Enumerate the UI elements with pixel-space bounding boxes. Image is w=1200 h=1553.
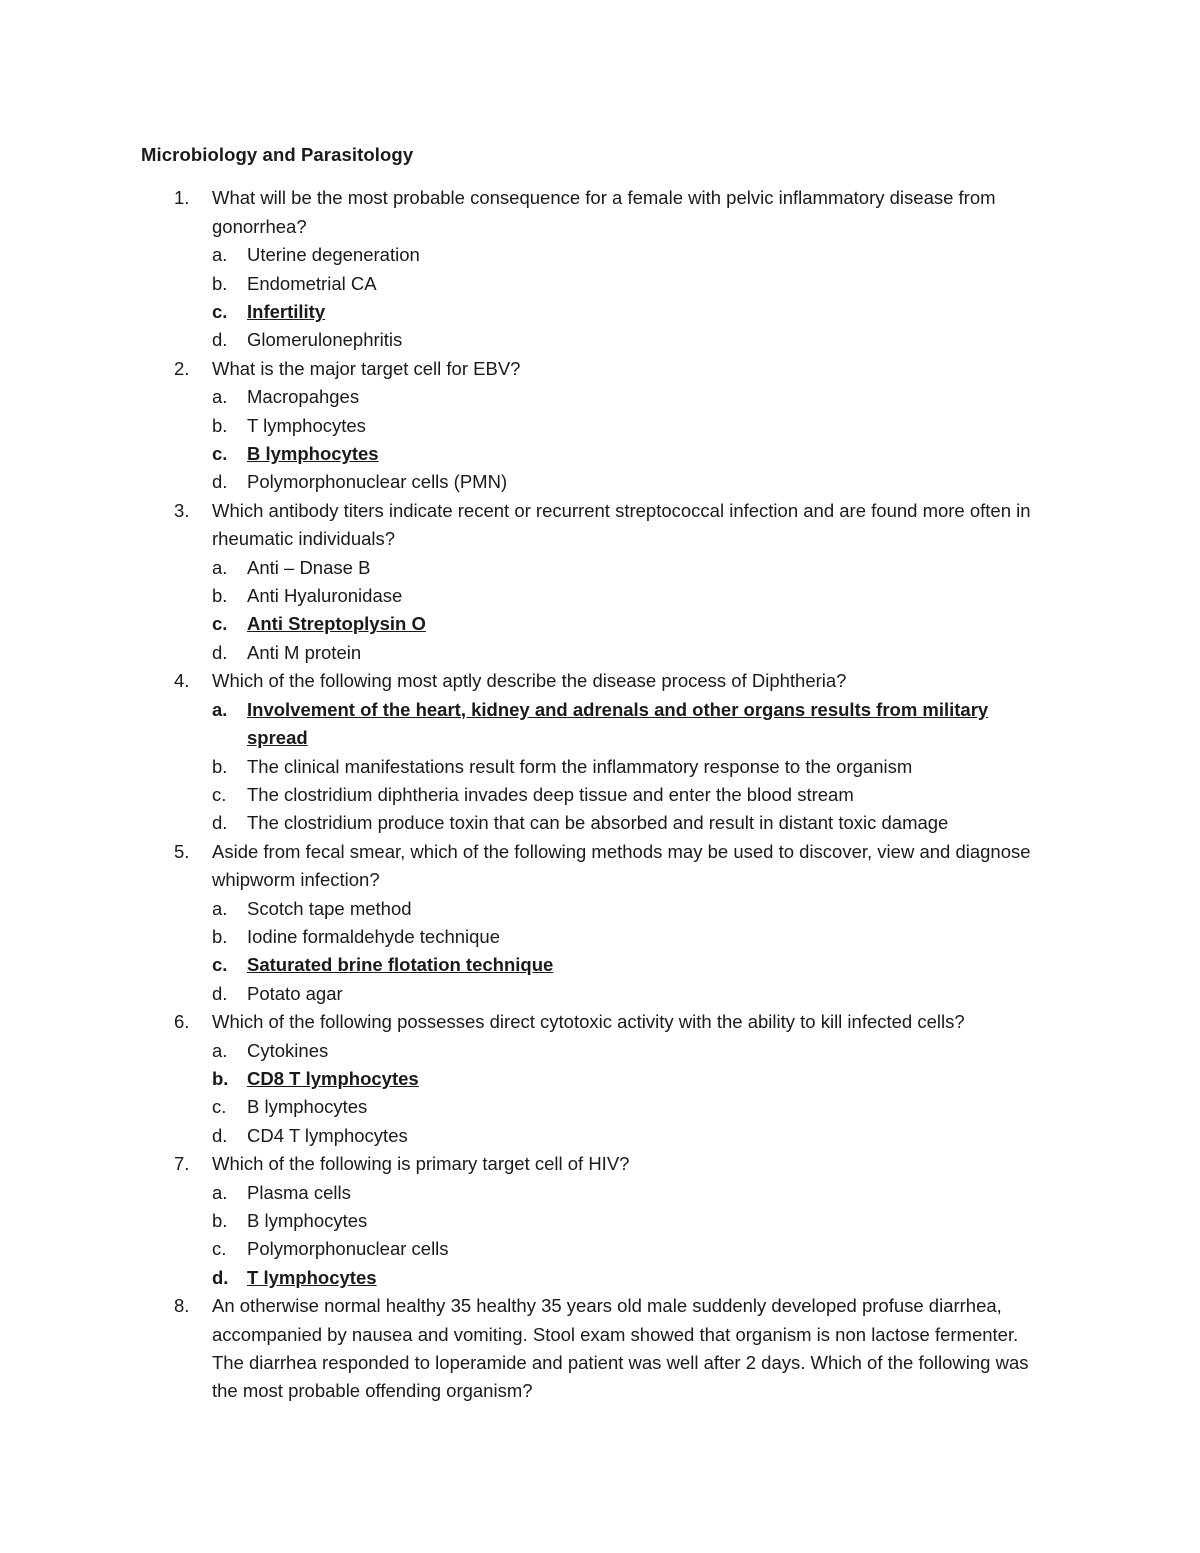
answer-option <box>141 1037 1051 1065</box>
option-text: Glomerulonephritis <box>247 329 403 351</box>
option-letter: a. <box>212 698 228 720</box>
option-text: CD4 T lymphocytes <box>247 1124 408 1146</box>
question-list <box>141 184 1051 1405</box>
option-letter: a. <box>212 897 228 919</box>
option-text: Involvement of the heart, kidney and adrenals and other organs results from military spread <box>247 698 989 749</box>
option-letter: c. <box>212 783 227 805</box>
question-text: Which of the following possesses direct cytotoxic activity with the ability to kill infected cells? <box>212 1011 965 1033</box>
question-text: What is the major target cell for EBV? <box>212 357 521 379</box>
question-3 <box>141 497 1051 554</box>
answer-option <box>141 923 1051 951</box>
question-1 <box>141 184 1051 241</box>
document-title: Microbiology and Parasitology <box>141 144 414 165</box>
option-letter: b. <box>212 414 228 436</box>
option-letter: d. <box>212 329 228 351</box>
option-letter: b. <box>212 272 228 294</box>
option-text: B lymphocytes <box>247 1096 368 1118</box>
option-text: Infertility <box>247 301 326 323</box>
question-number: 3. <box>174 499 190 521</box>
option-text: Polymorphonuclear cells (PMN) <box>247 471 508 493</box>
answer-option <box>141 639 1051 667</box>
question-text: Which antibody titers indicate recent or recurrent streptococcal infection and are found more often in rheumatic individuals? <box>212 499 1031 550</box>
question-text: Aside from fecal smear, which of the following methods may be used to discover, view and diagnose whipworm infection? <box>212 840 1031 891</box>
option-text: Polymorphonuclear cells <box>247 1238 449 1260</box>
option-text: B lymphocytes <box>247 1210 368 1232</box>
answer-option <box>141 326 1051 354</box>
answer-option-correct <box>141 610 1051 638</box>
answer-option <box>141 1122 1051 1150</box>
question-6 <box>141 1008 1051 1036</box>
option-text: Iodine formaldehyde technique <box>247 925 501 947</box>
option-letter: d. <box>212 641 228 663</box>
question-text: What will be the most probable consequence for a female with pelvic inflammatory disease from gonorrhea? <box>212 187 996 237</box>
question-number: 7. <box>174 1153 190 1175</box>
option-text: Potato agar <box>247 982 343 1004</box>
option-letter: d. <box>212 812 228 834</box>
question-2 <box>141 355 1051 383</box>
question-number: 2. <box>174 357 190 379</box>
answer-option <box>141 241 1051 269</box>
option-letter: b. <box>212 925 228 947</box>
answer-option <box>141 383 1051 411</box>
option-letter: a. <box>212 556 228 578</box>
option-text: Macropahges <box>247 386 360 408</box>
option-text: Plasma cells <box>247 1181 351 1203</box>
option-text: Endometrial CA <box>247 272 377 294</box>
answer-option <box>141 980 1051 1008</box>
answer-option <box>141 554 1051 582</box>
answer-option <box>141 781 1051 809</box>
option-text: The clinical manifestations result form the inflammatory response to the organism <box>247 755 913 777</box>
option-letter: d. <box>212 1266 229 1288</box>
option-text: B lymphocytes <box>247 443 379 465</box>
answer-option-correct <box>141 1065 1051 1093</box>
option-letter: b. <box>212 585 228 607</box>
question-number: 8. <box>174 1295 190 1317</box>
question-number: 1. <box>174 187 190 209</box>
document-content <box>141 141 1051 1406</box>
option-text: Anti Streptoplysin O <box>247 613 426 635</box>
option-text: Uterine degeneration <box>247 244 420 266</box>
option-letter: d. <box>212 1124 228 1146</box>
option-text: Anti – Dnase B <box>247 556 371 578</box>
answer-option <box>141 895 1051 923</box>
option-letter: a. <box>212 1181 228 1203</box>
question-number: 4. <box>174 670 190 692</box>
answer-option-correct <box>141 298 1051 326</box>
option-letter: c. <box>212 954 228 976</box>
answer-option <box>141 809 1051 837</box>
answer-option-correct <box>141 696 1051 753</box>
option-letter: c. <box>212 613 228 635</box>
option-letter: c. <box>212 443 228 465</box>
question-8 <box>141 1292 1051 1406</box>
answer-option <box>141 1235 1051 1263</box>
option-letter: b. <box>212 1067 229 1089</box>
answer-option <box>141 412 1051 440</box>
option-letter: a. <box>212 1039 228 1061</box>
answer-option <box>141 1093 1051 1121</box>
answer-option-correct <box>141 440 1051 468</box>
question-text: Which of the following most aptly describe the disease process of Diphtheria? <box>212 670 847 692</box>
question-number: 6. <box>174 1011 190 1033</box>
option-letter: b. <box>212 755 228 777</box>
answer-option <box>141 468 1051 496</box>
question-7 <box>141 1150 1051 1178</box>
option-text: Scotch tape method <box>247 897 412 919</box>
question-4 <box>141 667 1051 695</box>
option-text: The clostridium produce toxin that can be absorbed and result in distant toxic damage <box>247 812 949 834</box>
option-letter: d. <box>212 982 228 1004</box>
answer-option-correct <box>141 951 1051 979</box>
option-letter: d. <box>212 471 228 493</box>
option-text: Cytokines <box>247 1039 329 1061</box>
answer-option <box>141 1207 1051 1235</box>
question-5 <box>141 838 1051 895</box>
option-text: Anti M protein <box>247 641 362 663</box>
option-letter: a. <box>212 244 228 266</box>
option-text: The clostridium diphtheria invades deep tissue and enter the blood stream <box>247 783 854 805</box>
option-text: Saturated brine flotation technique <box>247 954 554 976</box>
answer-option <box>141 753 1051 781</box>
option-letter: a. <box>212 386 228 408</box>
option-letter: c. <box>212 301 228 323</box>
option-text: T lymphocytes <box>247 1266 377 1288</box>
answer-option <box>141 1179 1051 1207</box>
option-text: T lymphocytes <box>247 414 366 436</box>
question-text: Which of the following is primary target cell of HIV? <box>212 1153 630 1175</box>
question-text: An otherwise normal healthy 35 healthy 35 years old male suddenly developed profuse diarrhea, accompanied by nausea and vomiting. Stool exam showed that organism is non lactose fermenter. The diarrhea responded to loperamide and patient was well after 2 days. Which of the following was the most probable offending organism? <box>212 1295 1029 1402</box>
option-text: CD8 T lymphocytes <box>247 1067 419 1089</box>
option-letter: b. <box>212 1210 228 1232</box>
option-text: Anti Hyaluronidase <box>247 585 403 607</box>
question-number: 5. <box>174 840 190 862</box>
option-letter: c. <box>212 1238 227 1260</box>
answer-option <box>141 582 1051 610</box>
answer-option <box>141 270 1051 298</box>
answer-option-correct <box>141 1264 1051 1292</box>
option-letter: c. <box>212 1096 227 1118</box>
